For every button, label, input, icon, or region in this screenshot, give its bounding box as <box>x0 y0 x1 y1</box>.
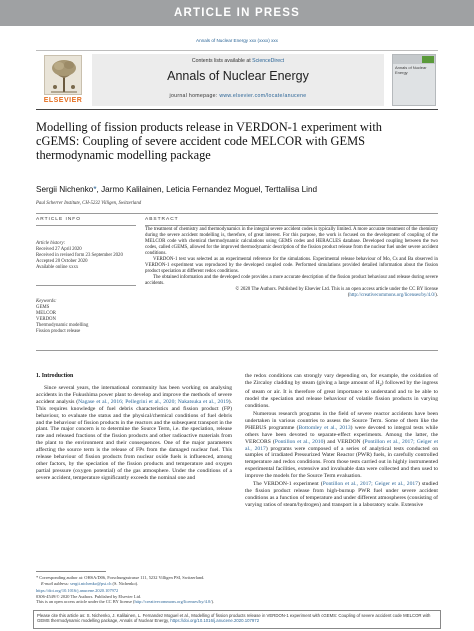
corresponding-author-footnote <box>36 575 236 586</box>
abstract-bottom-rule <box>36 350 438 351</box>
journal-title: Annals of Nuclear Energy <box>167 69 309 83</box>
header-divider <box>36 213 438 214</box>
license-line <box>36 599 276 605</box>
subscript: 2 <box>379 382 382 388</box>
abstract-paragraph: The obtained information and the developed code provides a more accurate description of the fission product behaviour and release during severe accidents. <box>145 275 438 286</box>
keyword-item: Thermodynamic modelling <box>36 322 89 328</box>
journal-header-panel <box>92 54 384 106</box>
keywords-label: Keywords: <box>36 299 57 304</box>
cite-text: Please cite this article as: S. Nichenko, J. Kalilainen, L. Fernandez Moguel et al., Modelling of fission products release in VERDON-1 experiment with cGEMS: Coupling of severe accident code MELCOR with GEMS thermodynamic modelling package, Annals of Nuclear Energy, <box>37 612 431 623</box>
text-run: Numerous research programs in the field of severe reactor accidents have been undertaken in various countries to assess the Source Term. Some of them like the PHEBUS programme ( <box>245 411 438 431</box>
doi-link[interactable]: https://doi.org/10.1016/j.anucene.2020.107972 <box>36 588 119 593</box>
keyword-item: VERDON <box>36 316 56 322</box>
footnote-rule <box>36 571 106 572</box>
journal-cover-thumbnail[interactable] <box>392 54 436 106</box>
article-info-heading: ARTICLE INFO <box>36 217 81 222</box>
copyright-text: © 2020 The Authors. Published by Elsevier Ltd. This is an open access article under the CC BY license ( <box>235 287 438 298</box>
text-run: Since several years, the international community has been working on analysing accidents in the Fukushima power plant to develop and improve the methods of severe accident analysis ( <box>36 385 232 405</box>
email-link[interactable]: sergii.nichenko@psi.ch <box>70 580 112 586</box>
author-affiliation: Paul Scherrer Institute, CH-5232 Villigen, Switzerland <box>36 201 142 206</box>
abstract-license-link[interactable]: http://creativecommons.org/licenses/by/4.0/ <box>349 293 436 298</box>
publisher-name: ELSEVIER <box>43 97 83 104</box>
article-title: Modelling of fission products release in VERDON-1 experiment with cGEMS: Coupling of severe accident code MELCOR with GEMS thermodynamic modelling package <box>36 120 382 163</box>
journal-masthead <box>36 50 438 110</box>
body-paragraph <box>245 373 438 410</box>
text-run: ) and VERDON ( <box>323 438 365 445</box>
abstract-paragraph: VERDON-1 test was selected as an experimental reference for the simulations. Experimental release behaviour of Mo, Cs and Ba observed in VERDON-1 experiment was reproduced by the developed coupled code. Performed simulations provided detailed information about the fission product speciation at different redox conditions. <box>145 257 438 274</box>
history-label: Article history: <box>36 241 66 246</box>
keyword-item: MELCOR <box>36 310 56 316</box>
abstract-body <box>145 227 438 299</box>
history-divider <box>36 285 136 286</box>
text-run: ) followed by the ingress of steam or air. It is therefore of great importance to understand and to be able to model the speciation and release behaviour of volatile fission products in varying conditions. <box>245 379 438 409</box>
revised-date: Received in revised form 23 September 2020 <box>36 252 123 258</box>
license-link[interactable]: http://creativecommons.org/licenses/by/4.0/ <box>134 599 212 605</box>
license-end: ). <box>211 599 215 605</box>
sciencedirect-link[interactable]: ScienceDirect <box>252 58 285 64</box>
reference-link[interactable]: Bottomley et al., 2013 <box>298 424 351 431</box>
keywords-block <box>36 299 136 334</box>
body-paragraph <box>245 411 438 480</box>
cover-journal-title: Annals of Nuclear Energy <box>395 65 427 75</box>
contents-availability <box>92 58 384 64</box>
received-date: Received 27 April 2020 <box>36 246 82 252</box>
corresponding-address: * Corresponding author at: OHSA/D06, Forschungsstrasse 111, 5232 Villigen PSI, Switzerland. <box>36 575 205 580</box>
text-run: The VERDON-1 experiment ( <box>253 481 323 488</box>
reference-link[interactable]: Nagase et al., 2016; Pellegrini et al., 2020; Nakatsuka et al., 2019 <box>78 398 229 405</box>
elsevier-logo[interactable] <box>38 54 88 106</box>
info-heading-rule <box>36 225 136 226</box>
reference-link[interactable]: Pontillon et al., 2017; Geiger et al., 2017 <box>322 481 418 488</box>
abstract-paragraph: The treatment of chemistry and thermodynamics in the integral severe accident codes is typically limited. A more accurate treatment of the chemistry during the severe accident modelling is, therefore, of great interest. For this purpose, the work is focused on the development of coupling of the MELCOR code with chemical thermodynamic calculations using GEMS codes and HERACLES database. Developed coupling between the two codes, called cGEMS, allowed for the improved thermodynamic description of the fission product release from the nuclear fuel under severe accident conditions. <box>145 227 438 256</box>
body-paragraph <box>36 385 232 482</box>
journal-homepage <box>92 93 384 99</box>
elsevier-tree-icon <box>44 55 82 95</box>
co-authors: , Jarmo Kalilainen, Leticia Fernandez Moguel, Terttaliisa Lind <box>96 185 318 194</box>
author-list <box>36 185 436 194</box>
corresponding-author-mark[interactable]: * <box>93 185 97 194</box>
copyright-end: ). <box>435 293 438 298</box>
homepage-link[interactable]: www.elsevier.com/locate/anucene <box>219 93 307 99</box>
reference-link[interactable]: Pontillon et al., 2017; Geiger et al., 2017 <box>245 438 438 452</box>
homepage-prefix: journal homepage: <box>169 93 220 99</box>
right-column <box>245 373 438 511</box>
doi-block <box>36 588 276 605</box>
accepted-date: Accepted 20 October 2020 <box>36 258 88 264</box>
reference-link[interactable]: Pontillon et al., 2010 <box>274 438 324 445</box>
journal-citation-line[interactable]: Annals of Nuclear Energy xxx (xxxx) xxx <box>196 38 278 43</box>
abstract-heading: ABSTRACT <box>145 217 179 222</box>
text-run: ) programs were composed of a series of analytical tests conducted on samples of irradiated Pressurized Water Reactor (PWR) fuels, in carefully controlled temperature and redox conditions. From those tests carried out in highly instrumented experimental facilities, extensive and invaluable data were collected and then used to improve the models for the Source Term evaluation. <box>245 445 438 480</box>
keyword-item: GEMS <box>36 304 50 310</box>
email-line <box>36 581 236 587</box>
first-author[interactable]: Sergii Nichenko <box>36 185 94 194</box>
abstract-heading-rule <box>145 225 438 226</box>
online-date: Available online xxxx <box>36 264 79 270</box>
cite-doi-link[interactable]: https://doi.org/10.1016/j.anucene.2020.107972 <box>170 617 260 623</box>
email-suffix: (S. Nichenko). <box>111 580 139 586</box>
please-cite-box <box>33 610 441 629</box>
license-text: This is an open access article under the CC BY license ( <box>36 599 135 605</box>
left-column <box>36 385 232 483</box>
text-run: the redox conditions can strongly vary depending on, for example, the oxidation of the Zircaloy cladding by steam (giving a large amount of H <box>245 373 438 386</box>
email-label: E-mail address: <box>41 580 71 586</box>
text-run: ). This requires knowledge of fuel debris characteristics and fission product (FP) behaviour, to evaluate the status and the physical/chemical conditions of fuel debris and the behaviour of fission products in the reactors and the subsequent transport in the plant. The major concern is to determine the Source Term, i.e. the speciation, release rate and released fractions of the fission products and other radioactive materials from the plant to the environment and their consequences. One of the major parameters affecting the source term is the release of FPs from the damaged nuclear fuel. This release behaviour of fission products from nuclear oxide fuels is influenced, among other factors, by the speciation of the fission products and temperature and oxygen partial pressure (oxygen potential) of the gas atmosphere. Under the conditions of a severe accident, temperature significantly exceeds the nominal one and <box>36 398 232 481</box>
issn-line: 0306-4549/© 2020 The Authors. Published by Elsevier Ltd. <box>36 593 142 599</box>
contents-prefix: Contents lists available at <box>191 58 251 64</box>
keyword-item: Fission product release <box>36 328 81 334</box>
text-run: ) were devoted to integral tests while others have been devoted to separate-effect experiments. Among the latter, the VERCORS ( <box>245 424 438 445</box>
body-paragraph <box>245 481 438 509</box>
abstract-copyright <box>145 287 438 299</box>
section-heading-introduction: 1. Introduction <box>36 373 74 379</box>
text-run: ) studied the fission product release from high-burnup PWR fuel under severe accident conditions as a function of temperature and under different atmospheres (consisting of varying ratios of steam/hydrogen) and transport in a laboratory scale. Extensive <box>245 481 439 509</box>
article-in-press-banner: ARTICLE IN PRESS <box>0 0 474 26</box>
article-history <box>36 241 136 271</box>
cover-badge <box>422 56 434 63</box>
